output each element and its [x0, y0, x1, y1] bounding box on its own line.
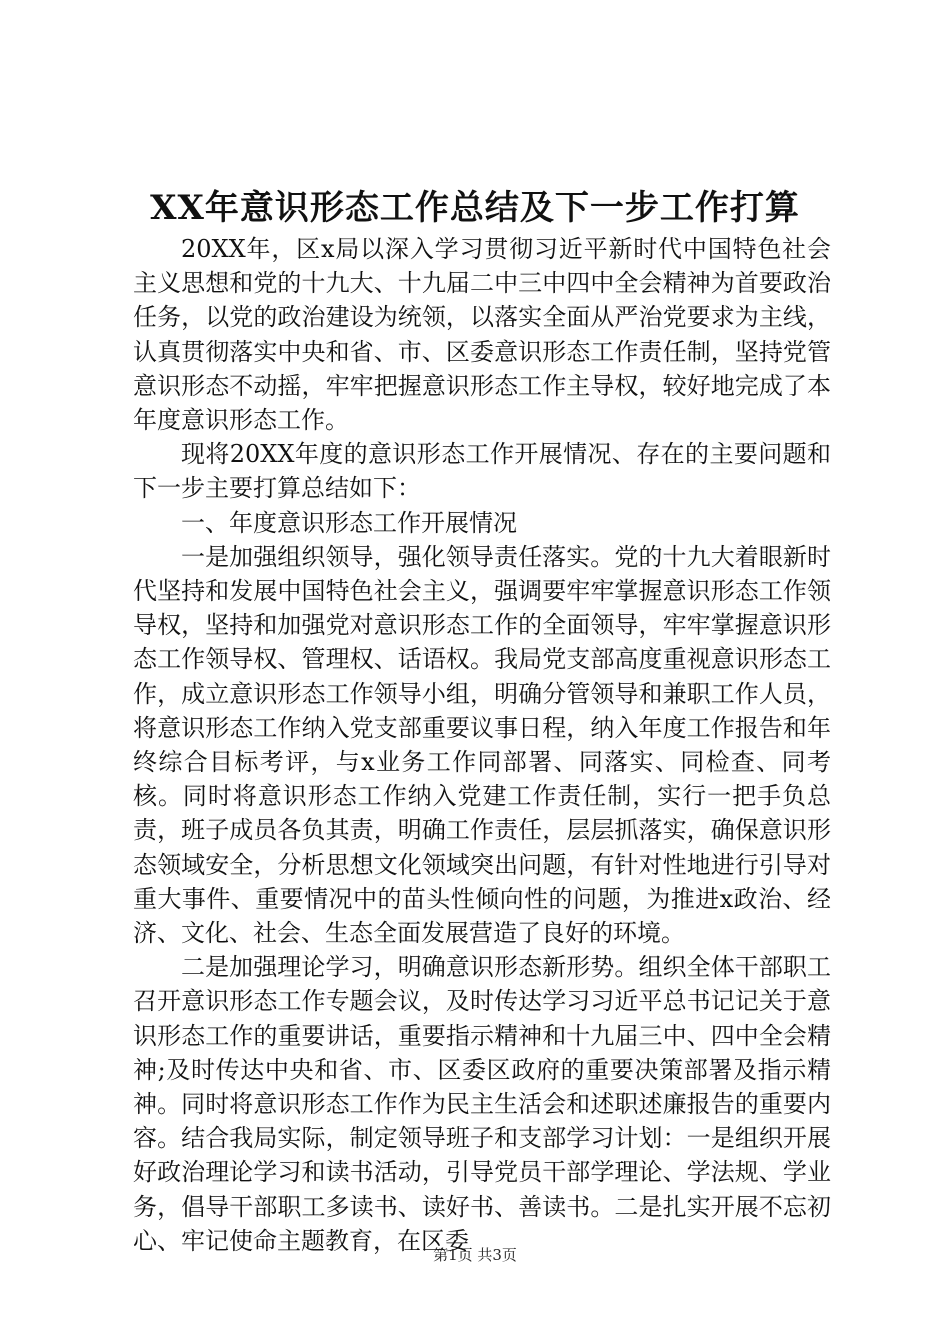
section-heading-1: 一、年度意识形态工作开展情况 [181, 508, 517, 537]
paragraph-summary-lead: 现将20XX年度的意识形态工作开展情况、存在的主要问题和下一步主要打算总结如下： [133, 440, 831, 503]
document-body [133, 232, 831, 1258]
paragraph-organization: 一是加强组织领导，强化领导责任落实。党的十九大着眼新时代坚持和发展中国特色社会主义，强调要牢牢掌握意识形态工作领导权，坚持和加强党对意识形态工作的全面领导，牢牢掌握意识形态工作领导权、管理权、话语权。我局党支部高度重视意识形态工作，成立意识形态工作领导小组，明确分管领导和兼职工作人员，将意识形态工作纳入党支部重要议事日程，纳入年度工作报告和年终综合目标考评，与x业务工作同部署、同落实、同检查、同考核。同时将意识形态工作纳入党建工作责任制，实行一把手负总责，班子成员各负其责，明确工作责任，层层抓落实，确保意识形态领域安全，分析思想文化领域突出问题，有针对性地进行引导对重大事件、重要情况中的苗头性倾向性的问题，为推进x政治、经济、文化、社会、生态全面发展营造了良好的环境。 [133, 542, 831, 948]
paragraph-theory-study: 二是加强理论学习，明确意识形态新形势。组织全体干部职工召开意识形态工作专题会议，及时传达学习习近平总书记记关于意识形态工作的重要讲话，重要指示精神和十九届三中、四中全会精神;及时传达中央和省、市、区委区政府的重要决策部署及指示精神。同时将意识形态工作作为民主生活会和述职述廉报告的重要内容。结合我局实际，制定领导班子和支部学习计划：一是组织开展好政治理论学习和读书活动，引导党员干部学理论、学法规、学业务，倡导干部职工多读书、读好书、善读书。二是扎实开展不忘初心、牢记使命主题教育，在区委 [133, 953, 831, 1255]
page-footer: 第1页 共3页 [433, 1246, 517, 1264]
document-title: XX年意识形态工作总结及下一步工作打算 [150, 188, 800, 228]
paragraph-intro: 20XX年，区x局以深入学习贯彻习近平新时代中国特色社会主义思想和党的十九大、十九届二中三中四中全会精神为首要政治任务，以党的政治建设为统领，以落实全面从严治党要求为主线，认真贯彻落实中央和省、市、区委意识形态工作责任制，坚持党管意识形态不动摇，牢牢把握意识形态工作主导权，较好地完成了本年度意识形态工作。 [133, 235, 831, 435]
